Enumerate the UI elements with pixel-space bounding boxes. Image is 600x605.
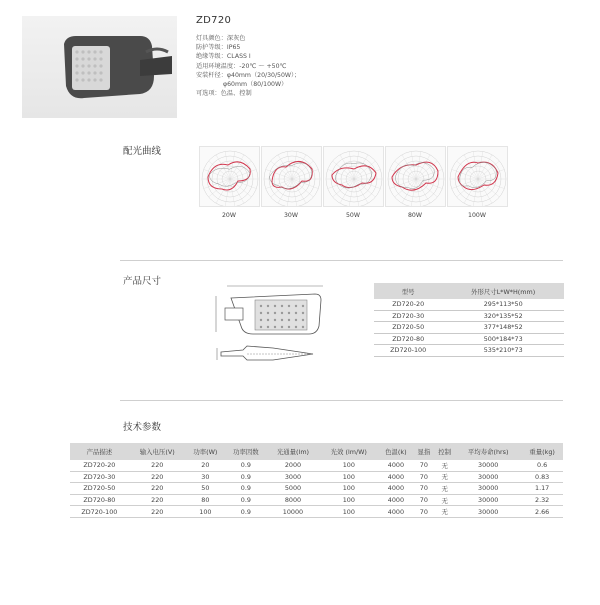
tech-header-cell: 控制 xyxy=(434,443,455,460)
tech-cell: 30000 xyxy=(455,471,521,483)
tech-header-cell: 功率(W) xyxy=(186,443,225,460)
tech-cell: 2.32 xyxy=(521,494,563,506)
tech-cell: 30000 xyxy=(455,483,521,495)
tech-header-cell: 光效 (lm/W) xyxy=(319,443,378,460)
size-table-row xyxy=(374,322,564,334)
size-table-row xyxy=(374,299,564,310)
light-curve-diagram xyxy=(199,146,260,207)
spec-item: φ60mm（80/100W） xyxy=(223,81,288,89)
tech-cell: 3000 xyxy=(267,471,319,483)
tech-table xyxy=(70,443,563,518)
size-cell-dimensions: 295*113*50 xyxy=(442,299,564,310)
size-cell-dimensions: 377*148*52 xyxy=(442,322,564,334)
tech-cell: 0.9 xyxy=(225,483,267,495)
tech-cell: 1.17 xyxy=(521,483,563,495)
tech-cell: 220 xyxy=(129,483,186,495)
tech-header-cell: 色温(k) xyxy=(378,443,413,460)
tech-cell: 220 xyxy=(129,471,186,483)
section-title-tech-params: 技术参数 xyxy=(123,422,162,433)
tech-cell: 4000 xyxy=(378,506,413,518)
dimension-drawing xyxy=(213,282,328,376)
spec-item: 安装杆径：φ40mm（20/30/50W）； xyxy=(196,71,301,79)
tech-cell: 100 xyxy=(186,506,225,518)
tech-table-row xyxy=(70,506,563,518)
tech-cell: 4000 xyxy=(378,460,413,471)
tech-cell: ZD720-80 xyxy=(70,494,129,506)
tech-header-cell: 显指 xyxy=(413,443,434,460)
tech-cell: 5000 xyxy=(267,483,319,495)
size-table-row xyxy=(374,310,564,322)
tech-cell: 4000 xyxy=(378,471,413,483)
section-title-light-curve: 配光曲线 xyxy=(123,146,162,157)
light-curve-diagram xyxy=(447,146,508,207)
size-cell-model: ZD720-100 xyxy=(374,345,442,357)
tech-cell: 70 xyxy=(413,506,434,518)
tech-table-row xyxy=(70,460,563,471)
tech-cell: 30 xyxy=(186,471,225,483)
tech-cell: 30000 xyxy=(455,506,521,518)
light-curve-label: 100W xyxy=(468,212,486,219)
spec-item: 可选项：色温、控制 xyxy=(196,90,252,98)
tech-cell: 8000 xyxy=(267,494,319,506)
size-table-row xyxy=(374,345,564,357)
tech-cell: 50 xyxy=(186,483,225,495)
tech-table-row xyxy=(70,494,563,506)
size-cell-model: ZD720-30 xyxy=(374,310,442,322)
light-curve-label: 50W xyxy=(346,212,360,219)
tech-cell: 无 xyxy=(434,471,455,483)
tech-cell: 0.9 xyxy=(225,471,267,483)
tech-cell: 100 xyxy=(319,483,378,495)
tech-cell: 30000 xyxy=(455,494,521,506)
size-cell-dimensions: 535*210*73 xyxy=(442,345,564,357)
tech-cell: 0.9 xyxy=(225,506,267,518)
tech-cell: 0.9 xyxy=(225,494,267,506)
tech-header-cell: 平均寿命(hrs) xyxy=(455,443,521,460)
tech-cell: 0.83 xyxy=(521,471,563,483)
tech-cell: 2000 xyxy=(267,460,319,471)
tech-cell: ZD720-100 xyxy=(70,506,129,518)
tech-cell: ZD720-20 xyxy=(70,460,129,471)
tech-cell: 0.9 xyxy=(225,460,267,471)
tech-cell: 100 xyxy=(319,471,378,483)
spec-item: 绝缘等级：CLASS Ⅰ xyxy=(196,53,251,61)
light-curve-label: 30W xyxy=(284,212,298,219)
tech-cell: 无 xyxy=(434,460,455,471)
spec-list xyxy=(196,34,300,98)
size-table-row xyxy=(374,333,564,345)
product-photo xyxy=(22,16,177,118)
tech-cell: ZD720-50 xyxy=(70,483,129,495)
tech-cell: 4000 xyxy=(378,483,413,495)
tech-cell: 100 xyxy=(319,494,378,506)
street-light-image xyxy=(22,16,177,118)
light-curve-label: 80W xyxy=(408,212,422,219)
light-curve-label: 20W xyxy=(222,212,236,219)
size-cell-model: ZD720-20 xyxy=(374,299,442,310)
tech-header-cell: 光通量(lm) xyxy=(267,443,319,460)
tech-table-header xyxy=(70,443,563,460)
section-divider xyxy=(120,400,563,401)
tech-cell: 220 xyxy=(129,460,186,471)
size-cell-model: ZD720-80 xyxy=(374,333,442,345)
tech-cell: 无 xyxy=(434,494,455,506)
size-cell-dimensions: 320*135*52 xyxy=(442,310,564,322)
light-curve-diagram xyxy=(385,146,446,207)
tech-table-row xyxy=(70,483,563,495)
tech-header-cell: 功率因数 xyxy=(225,443,267,460)
tech-cell: ZD720-30 xyxy=(70,471,129,483)
tech-cell: 70 xyxy=(413,460,434,471)
spec-item: 适用环境温度：-20℃ ～ +50℃ xyxy=(196,62,287,70)
tech-cell: 80 xyxy=(186,494,225,506)
size-header-dimensions: 外形尺寸L*W*H(mm) xyxy=(442,283,564,299)
tech-cell: 70 xyxy=(413,483,434,495)
tech-cell: 0.6 xyxy=(521,460,563,471)
model-title: ZD720 xyxy=(196,15,232,26)
spec-item: 防护等级：IP65 xyxy=(196,44,241,52)
size-cell-dimensions: 500*184*73 xyxy=(442,333,564,345)
section-divider xyxy=(120,260,563,261)
tech-cell: 10000 xyxy=(267,506,319,518)
tech-header-cell: 重量(kg) xyxy=(521,443,563,460)
tech-cell: 100 xyxy=(319,506,378,518)
light-curve-diagram xyxy=(261,146,322,207)
light-curve-diagram xyxy=(323,146,384,207)
tech-header-cell: 输入电压(V) xyxy=(129,443,186,460)
tech-cell: 20 xyxy=(186,460,225,471)
size-table-header xyxy=(374,283,564,299)
tech-cell: 30000 xyxy=(455,460,521,471)
tech-cell: 220 xyxy=(129,494,186,506)
size-cell-model: ZD720-50 xyxy=(374,322,442,334)
tech-cell: 100 xyxy=(319,460,378,471)
tech-table-row xyxy=(70,471,563,483)
tech-cell: 4000 xyxy=(378,494,413,506)
section-title-dimensions: 产品尺寸 xyxy=(123,276,162,287)
tech-cell: 无 xyxy=(434,483,455,495)
tech-cell: 70 xyxy=(413,471,434,483)
spec-item: 灯具颜色：深灰色 xyxy=(196,35,246,42)
tech-header-cell: 产品描述 xyxy=(70,443,129,460)
size-header-model: 型号 xyxy=(374,283,442,299)
tech-cell: 无 xyxy=(434,506,455,518)
tech-cell: 2.66 xyxy=(521,506,563,518)
tech-cell: 220 xyxy=(129,506,186,518)
tech-cell: 70 xyxy=(413,494,434,506)
size-table xyxy=(374,283,564,357)
